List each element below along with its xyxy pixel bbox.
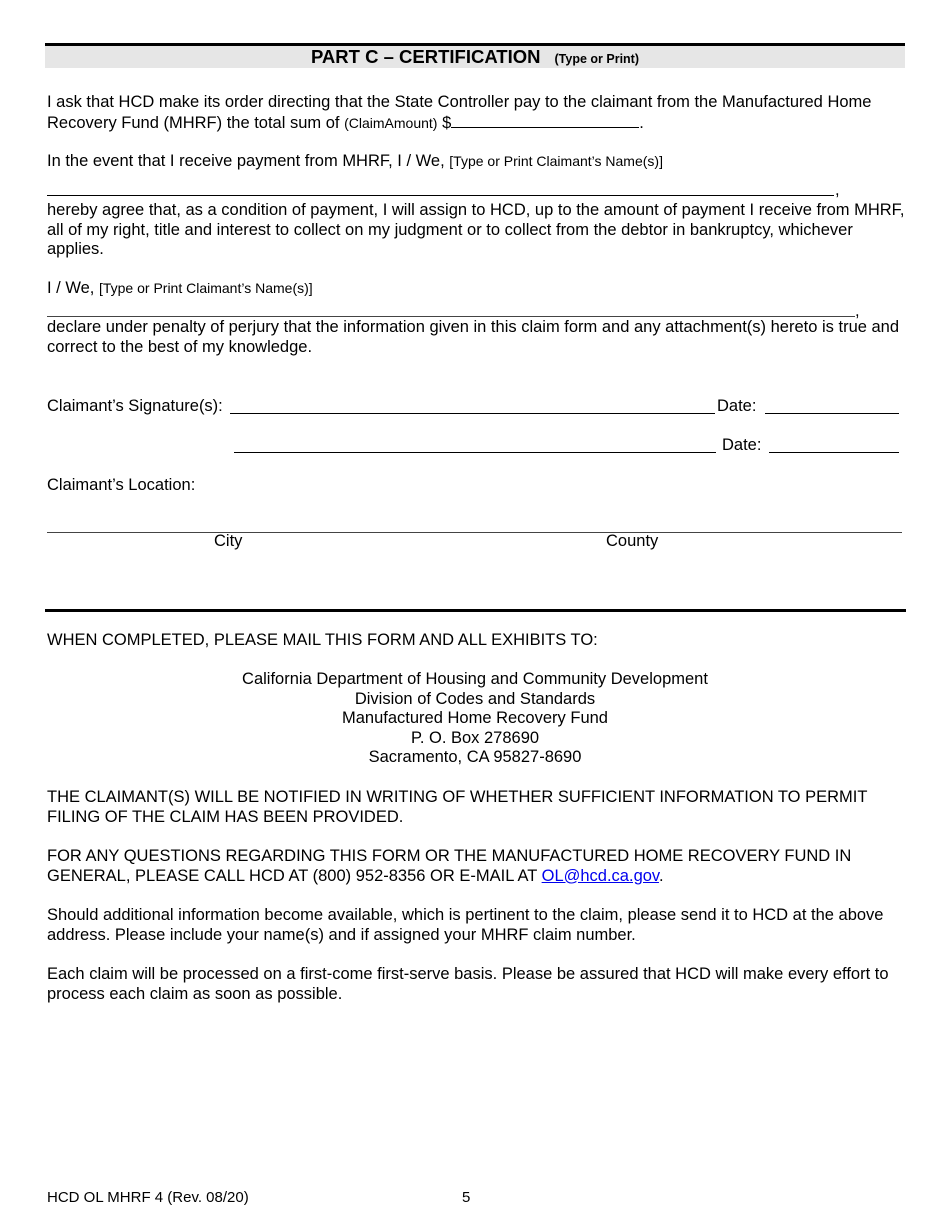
signature-field-2[interactable] bbox=[234, 452, 716, 453]
address-line: California Department of Housing and Community Development bbox=[242, 670, 708, 688]
location-label: Claimant’s Location: bbox=[47, 476, 196, 494]
claimant-name-field[interactable] bbox=[47, 195, 834, 196]
claimant-name-field-2[interactable] bbox=[47, 316, 855, 317]
date-label-1: Date: bbox=[717, 397, 757, 415]
section-title: PART C – CERTIFICATION bbox=[310, 46, 541, 67]
signature-field-1[interactable] bbox=[230, 413, 715, 414]
claimant-name-hint-2: [Type or Print Claimant’s Name(s)] bbox=[98, 280, 313, 296]
date-field-2[interactable] bbox=[769, 452, 899, 453]
address-line: Division of Codes and Standards bbox=[354, 689, 596, 708]
notification-notice: THE CLAIMANT(S) WILL BE NOTIFIED IN WRITING OF WHETHER SUFFICIENT INFORMATION TO PERMIT FILING OF THE CLAIM HAS BEEN PROVIDED. bbox=[47, 788, 868, 826]
claimant-name-hint: [Type or Print Claimant’s Name(s)] bbox=[449, 153, 663, 169]
questions-notice: FOR ANY QUESTIONS REGARDING THIS FORM OR THE MANUFACTURED HOME RECOVERY FUND IN GENERAL, PLEASE CALL HCD AT (800) 952-8356 OR E-MAIL AT OL@hcd.ca.gov. bbox=[47, 847, 852, 885]
address-line: Manufactured Home Recovery Fund bbox=[342, 709, 608, 727]
address-line: P. O. Box 278690 bbox=[410, 728, 540, 747]
claim-amount-label: (ClaimAmount) bbox=[344, 114, 438, 131]
mailing-address bbox=[45, 670, 905, 768]
date-label-2: Date: bbox=[722, 436, 762, 454]
claim-amount-field[interactable] bbox=[451, 113, 639, 128]
section-title-bar bbox=[45, 46, 905, 68]
contact-email-link[interactable]: OL@hcd.ca.gov bbox=[541, 866, 659, 885]
processing-notice: Each claim will be processed on a first-come first-serve basis. Please be assured that HCD will make every effort to process each claim as soon as possible. bbox=[47, 965, 889, 1003]
additional-info-notice: Should additional information become available, which is pertinent to the claim, please send it to HCD at the above address. Please include your name(s) and if assigned your MHRF claim number. bbox=[47, 906, 884, 944]
signature-label: Claimant’s Signature(s): bbox=[47, 397, 223, 415]
perjury-declaration-text: declare under penalty of perjury that the information given in this claim form and any attachment(s) hereto is true and correct to the best of my knowledge. bbox=[47, 318, 900, 356]
county-label: County bbox=[606, 532, 659, 550]
date-field-1[interactable] bbox=[765, 413, 899, 414]
page-number: 5 bbox=[462, 1189, 471, 1206]
section-divider bbox=[45, 609, 906, 612]
section-subtitle: (Type or Print) bbox=[554, 52, 640, 66]
form-identifier: HCD OL MHRF 4 (Rev. 08/20) bbox=[47, 1189, 249, 1206]
assignment-agreement-text: hereby agree that, as a condition of payment, I will assign to HCD, up to the amount of payment I receive from MHRF, all of my right, title and interest to collect on my judgment or to collect from the debtor in bankruptcy, whichever applies. bbox=[47, 201, 905, 258]
claim-request-paragraph: I ask that HCD make its order directing that the State Controller pay to the claimant from the Manufactured Home Recovery Fund (MHRF) the total sum of (ClaimAmount) $ . bbox=[47, 93, 872, 132]
city-label: City bbox=[214, 532, 243, 550]
location-field[interactable] bbox=[47, 532, 902, 533]
declaration-intro: I / We, [Type or Print Claimant’s Name(s)] bbox=[47, 279, 313, 297]
address-line: Sacramento, CA 95827-8690 bbox=[368, 748, 582, 766]
payment-assignment-intro: In the event that I receive payment from MHRF, I / We, [Type or Print Claimant’s Name(s)] bbox=[47, 152, 663, 170]
mail-instructions-heading: WHEN COMPLETED, PLEASE MAIL THIS FORM AND ALL EXHIBITS TO: bbox=[47, 631, 598, 649]
